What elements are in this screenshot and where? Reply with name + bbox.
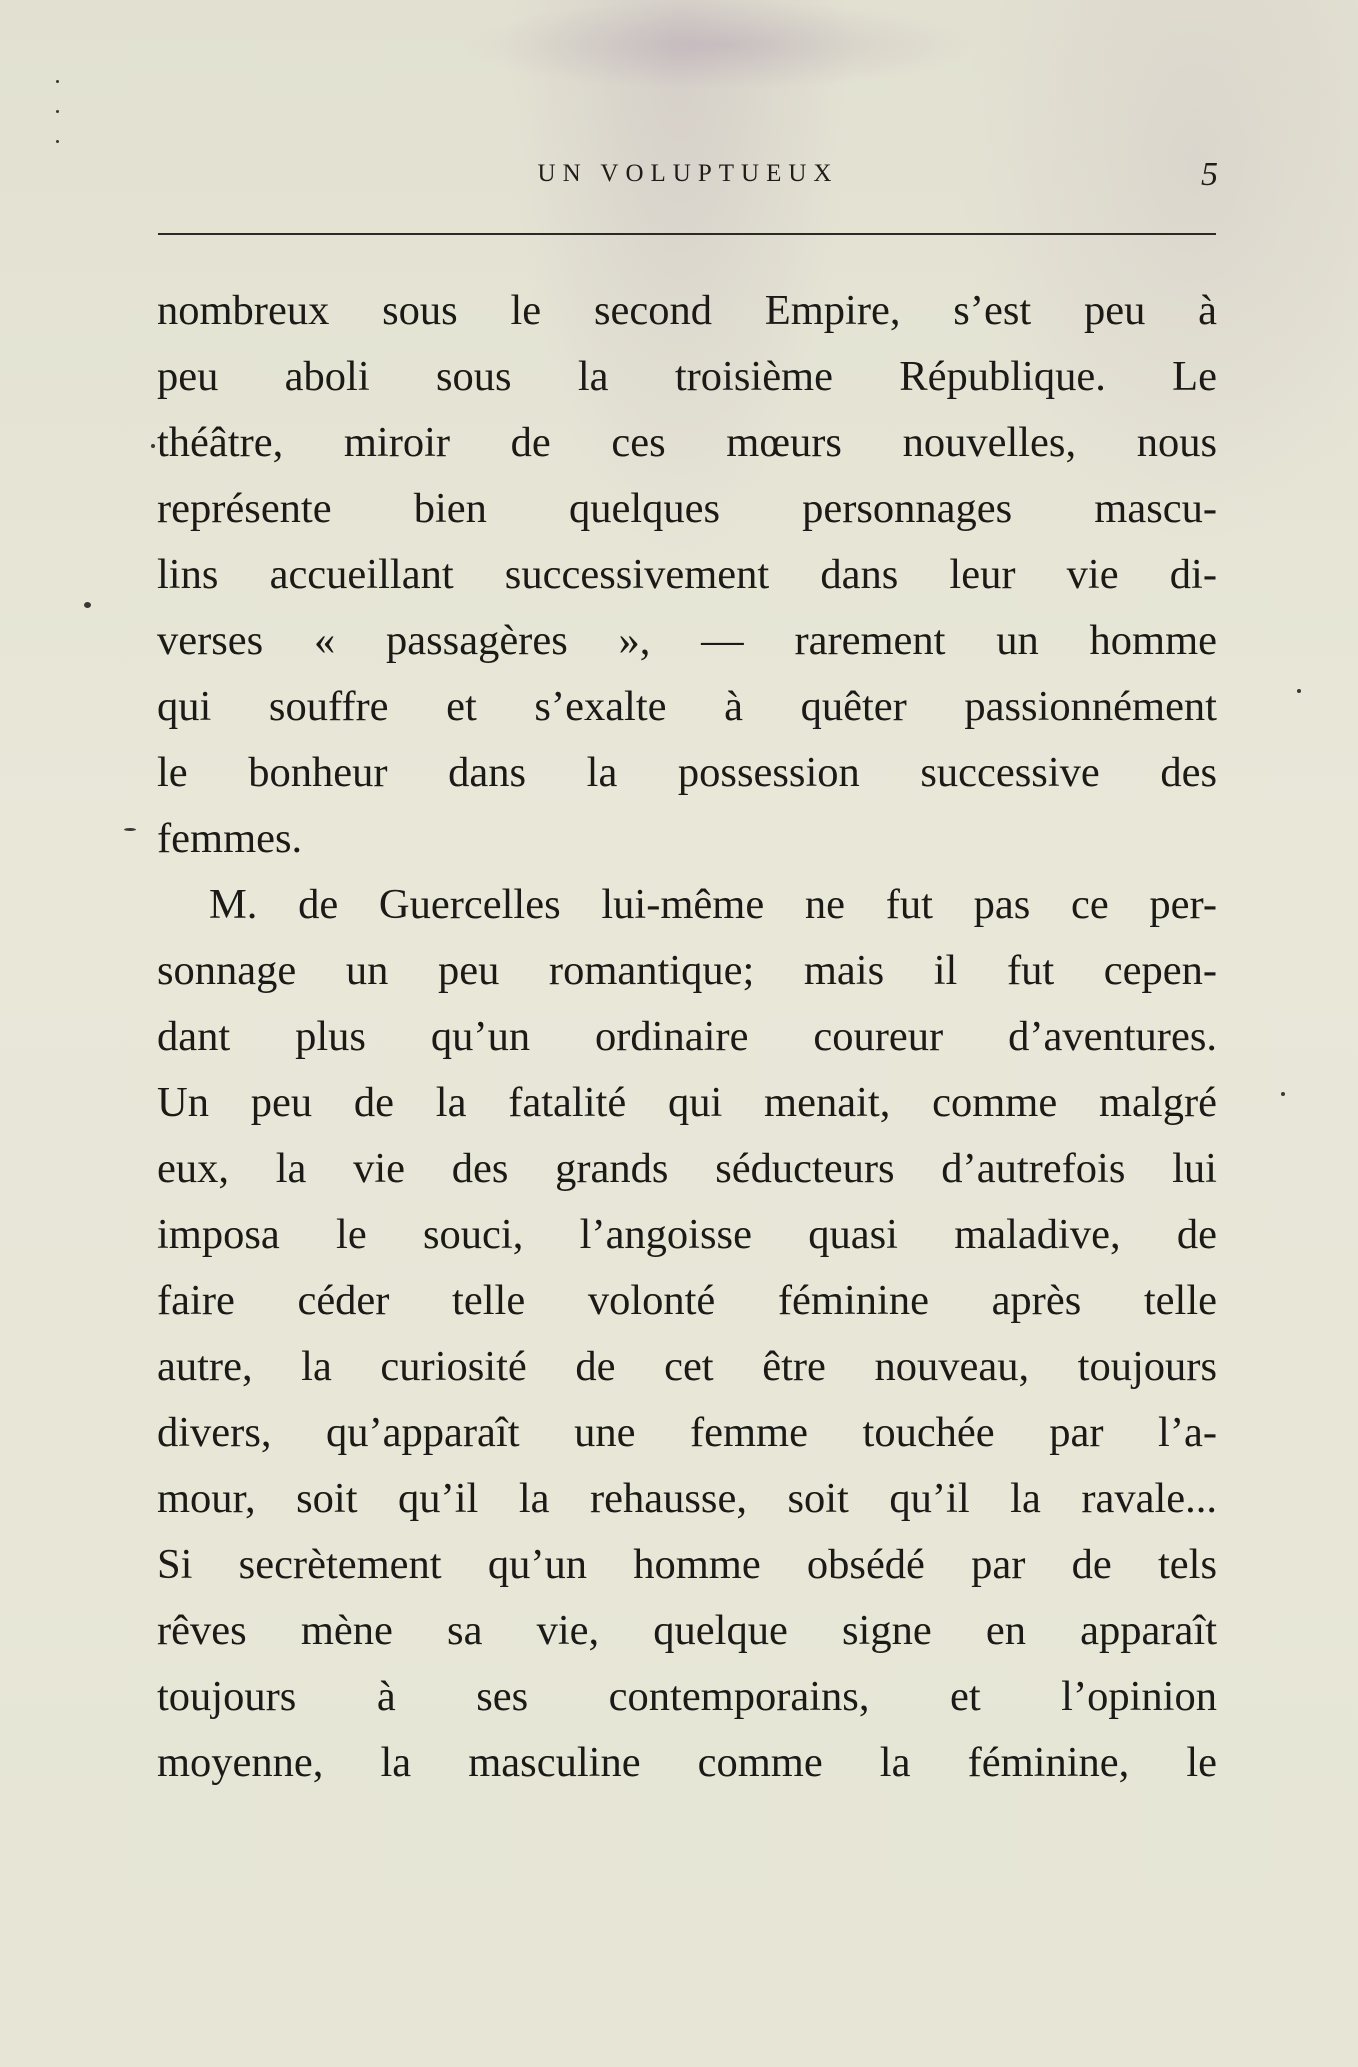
text-line: rêves mène sa vie, quelque signe en apparaît [157,1607,1217,1654]
text-line: nombreux sous le second Empire, s’est peu à [157,287,1217,334]
text-line: Un peu de la fatalité qui menait, comme malgré [157,1079,1217,1126]
text-line: toujours à ses contemporains, et l’opinion [157,1673,1217,1720]
text-line: mour, soit qu’il la rehausse, soit qu’il la ravale... [157,1475,1217,1522]
text-line: Si secrètement qu’un homme obsédé par de tels [157,1541,1217,1588]
text-line: peu aboli sous la troisième République. Le [157,353,1217,400]
margin-speck [56,140,59,143]
margin-speck [56,110,59,113]
text-line: imposa le souci, l’angoisse quasi maladive, de [157,1211,1217,1258]
text-line: qui souffre et s’exalte à quêter passionnément [157,683,1217,730]
margin-speck [1297,689,1301,693]
text-line: dant plus qu’un ordinaire coureur d’aventures. [157,1013,1217,1060]
margin-speck [1281,1092,1285,1096]
text-line: divers, qu’apparaît une femme touchée par l’a- [157,1409,1217,1456]
margin-speck [56,80,59,83]
running-title: UN VOLUPTUEUX [537,160,839,187]
text-line: eux, la vie des grands séducteurs d’autrefois lui [157,1145,1217,1192]
margin-speck [151,444,155,448]
text-line: lins accueillant successivement dans leur vie di- [157,551,1217,598]
text-line: moyenne, la masculine comme la féminine, le [157,1739,1217,1786]
page-stain [460,0,980,90]
text-line: verses « passagères », — rarement un homme [157,617,1217,664]
text-line: femmes. [157,815,303,862]
text-line: le bonheur dans la possession successive des [157,749,1217,796]
text-line: théâtre, miroir de ces mœurs nouvelles, nous [157,419,1217,466]
margin-speck [124,828,136,831]
page-header [158,156,1218,200]
page-number: 5 [1201,156,1218,193]
margin-speck [84,602,91,608]
text-line: faire céder telle volonté féminine après telle [157,1277,1217,1324]
text-line: représente bien quelques personnages mascu- [157,485,1217,532]
body-text [157,278,1217,1796]
text-line: autre, la curiosité de cet être nouveau, toujours [157,1343,1217,1390]
text-line: M. de Guercelles lui-même ne fut pas ce per- [209,881,1217,928]
text-line: sonnage un peu romantique; mais il fut cepen- [157,947,1217,994]
header-rule [158,233,1216,235]
